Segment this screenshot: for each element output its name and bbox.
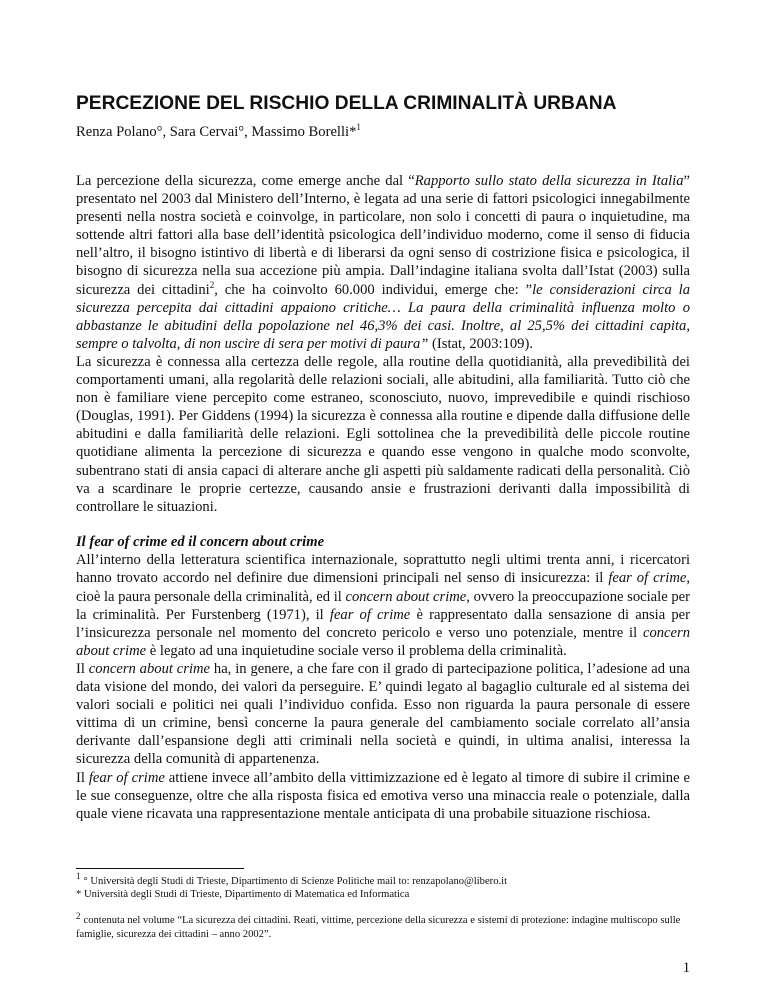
text-run: All’interno della letteratura scientifica internazionale, soprattutto negli ultimi trenta anni, i ricercatori hanno trovato accordo nel definire due dimensioni principali nel senso di insicurezza: il <box>76 552 690 587</box>
paragraph-4 <box>76 660 690 769</box>
footnote-text: ° Università degli Studi di Trieste, Dipartimento di Scienze Politiche mail to: renzapolano@libero.it <box>83 876 508 887</box>
footnotes <box>76 868 690 941</box>
text-run: ha, in genere, a che fare con il grado di partecipazione politica, l’adesione ad una data visione del mondo, dei valori da perseguire. E’ quindi legato al bagaglio culturale ed al sistema dei valori sociali e politici nei quali l’individuo confida. Esso non riguarda la paura personale di essere vittima di un crimine, bensì concerne la paura generale del cambiamento sociale correlato all’ansia derivante dall’espansione degli atti criminali nella società e quindi, in ultima analisi, interessa la sicurezza della comunità di appartenenza. <box>76 660 690 768</box>
italic-quote: le considerazioni circa la sicurezza percepita dai cittadini appaiono critiche… La paura della criminalità influenza molto o abbastanze le abitudini della popolazione nel 46,3% dei casi. Inoltre, al 25,5% dei cittadini capita, sempre o talvolta, di non uscire di sera per motivi di paura” <box>76 281 691 352</box>
footnote-rule <box>76 868 244 869</box>
footnote-1 <box>76 871 690 888</box>
italic-term: concern about crime <box>76 624 690 659</box>
footnote-mark: 2 <box>76 910 81 921</box>
italic-term: fear of crime <box>608 570 687 587</box>
text-run: (Istat, 2003:109). <box>428 335 533 352</box>
text-run: attiene invece all’ambito della vittimizzazione ed è legato al timore di subire il crimine e le sue conseguenze, oltre che alla risposta fisica ed emotiva verso una minaccia reale o potenziale, dalla quale viene ricavata una rappresentazione mentale anticipata di una probabile situazione rischiosa. <box>76 769 690 822</box>
italic-term: fear of crime <box>88 769 165 786</box>
text-run: La percezione della sicurezza, come emerge anche dal “ <box>76 173 415 189</box>
footnote-text: contenuta nel volume “La sicurezza dei cittadini. Reati, vittime, percezione della sicurezza e sistemi di protezione: indagine multiscopo sulle famiglie, sicurezza dei cittadini – anno 2002”. <box>76 915 681 940</box>
paper-title: PERCEZIONE DEL RISCHIO DELLA CRIMINALITÀ URBANA <box>76 93 617 114</box>
section-heading: Il fear of crime ed il concern about crime <box>76 534 325 551</box>
text-run: è legato ad una inquietudine sociale verso il problema della criminalità. <box>146 642 567 659</box>
paragraph-3 <box>76 551 690 660</box>
text-run: è rappresentato dalla sensazione di ansia per l’insicurezza personale nel momento del concreto pericolo e verso uno potenziale, mentre il <box>76 606 691 641</box>
paragraph-2: La sicurezza è connessa alla certezza delle regole, alla routine della quotidianità, alla prevedibilità dei comportamenti umani, alla regolarità delle relazioni sociali, alle abitudini, alla familiarità. Tutto ciò che non è familiare viene percepito come estraneo, sconosciuto, nuovo, imprevedibile e quindi rischioso (Douglas, 1991). Per Giddens (1994) la sicurezza è connessa alla routine e dipende dalla diffusione delle abitudini e dalla familiarità delle relazioni. Egli sottolinea che la prevedibilità delle piccole routine quotidiane alimenta la percezione di sicurezza e quando esse vengono in qualche modo sconvolte, subentrano stati di ansia capaci di alterare anche gli aspetti più saldamente radicati della personalità. Ciò va a scardinare le proprie certezze, causando ansie e frustrazioni derivanti dalla impossibilità di controllare le situazioni. <box>76 353 690 515</box>
italic-title: Rapporto sullo stato della sicurezza in Italia <box>414 173 684 189</box>
text-run: Il <box>76 660 89 677</box>
text-run: , cioè la paura personale della criminalità, ed il <box>76 570 691 605</box>
text-run: Il <box>76 769 89 786</box>
footnote-ref-1: 1 <box>356 122 361 133</box>
body-text <box>76 172 690 823</box>
footnote-2 <box>76 910 690 940</box>
italic-term: concern about crime <box>88 660 211 677</box>
page-number: 1 <box>682 960 690 976</box>
author-names: Renza Polano°, Sara Cervai°, Massimo Borelli* <box>76 124 357 140</box>
text-run: , ovvero la preoccupazione sociale per la criminalità. Per Furstenberg (1971), il <box>76 588 690 623</box>
text-run: , che ha coinvolto 60.000 individui, emerge che: ” <box>214 281 533 298</box>
author-list <box>76 123 696 141</box>
italic-term: fear of crime <box>329 606 411 623</box>
footnote-ref-2: 2 <box>209 279 215 290</box>
footnote-mark: 1 <box>76 871 81 882</box>
text-run: ” presentato nel 2003 dal Ministero dell’Interno, è legata ad una serie di fattori psicologici innegabilmente presenti nella nostra società e coinvolge, in particolare, non solo i concetti di paura o inquietudine, ma sottende altri fattori alla base dell’identità psicologica dell’individuo moderno, come il senso di fiducia nell’altro, il bisogno istintivo di libertà e di liberarsi da ogni senso di costrizione fisica e psicologica, il bisogno di sicurezza nella sua accezione più ampia. Dall’indagine italiana svolta dall’Istat (2003) sulla sicurezza dei cittadini <box>76 173 691 298</box>
italic-term: concern about crime <box>345 588 467 605</box>
paragraph-1 <box>76 172 690 353</box>
footnote-1-line-2: * Università degli Studi di Trieste, Dipartimento di Matematica ed Informatica <box>76 889 410 901</box>
paragraph-5 <box>76 769 690 823</box>
